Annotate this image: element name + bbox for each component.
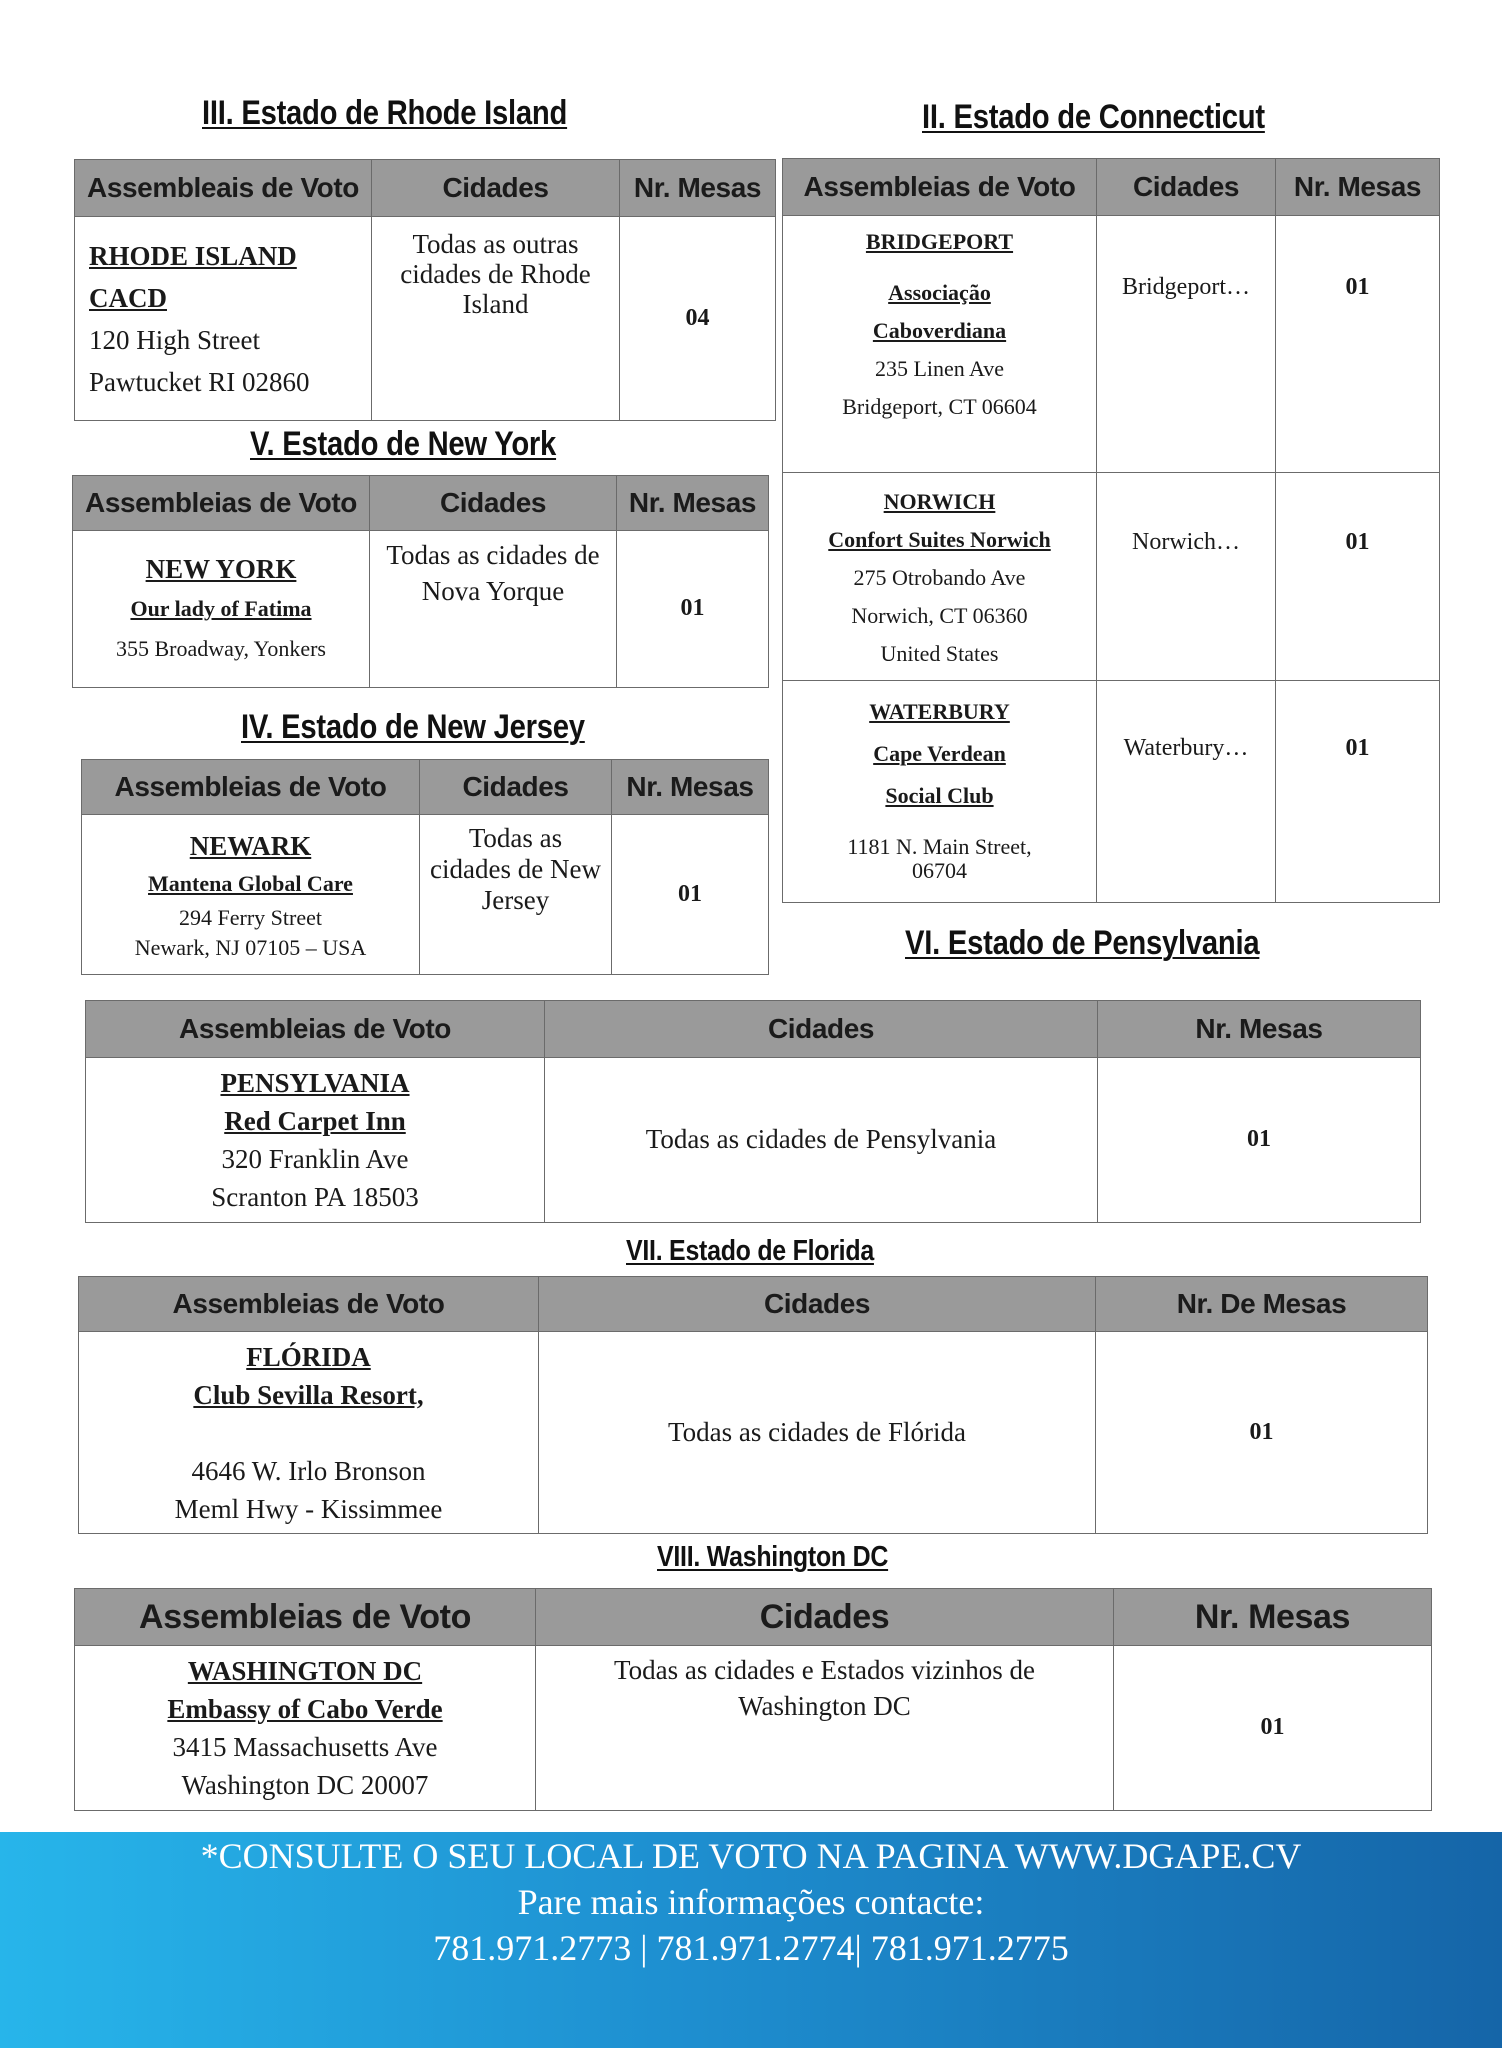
header-cidades: Cidades	[539, 1277, 1096, 1332]
place-address: 355 Broadway, Yonkers	[115, 636, 326, 661]
cities-cell: Todas as cidades e Estados vizinhos de Washington DC	[536, 1646, 1114, 1811]
place-venue: Associação	[888, 280, 991, 305]
new-jersey-title: IV. Estado de New Jersey	[241, 708, 585, 746]
voting-place	[79, 1332, 539, 1534]
place-venue: Club Sevilla Resort,	[193, 1379, 424, 1410]
florida-title: VII. Estado de Florida	[626, 1235, 874, 1267]
place-venue-2: Caboverdiana	[872, 318, 1007, 343]
new-york-table	[72, 475, 769, 688]
place-address: 294 Ferry Street	[179, 904, 322, 930]
mesas-count: 01	[1276, 681, 1440, 903]
mesas-count: 01	[1096, 1332, 1428, 1534]
voting-place	[75, 1646, 536, 1811]
place-name: NEWARK	[189, 830, 312, 861]
place-address: 120 High Street	[89, 324, 260, 355]
florida-table	[78, 1276, 1428, 1534]
place-address: 235 Linen Ave	[874, 356, 1005, 381]
place-name: NEW YORK	[145, 554, 297, 584]
header-nr-mesas: Nr. Mesas	[620, 160, 776, 217]
footer-banner	[0, 1832, 1502, 2048]
connecticut-table	[782, 158, 1440, 903]
place-address-2: Bridgeport, CT 06604	[842, 394, 1037, 419]
place-address: 320 Franklin Ave	[221, 1144, 409, 1174]
place-name: RHODE ISLAND	[89, 240, 297, 271]
place-name: FLÓRIDA	[246, 1341, 371, 1372]
header-assembleias: Assembleias de Voto	[75, 1589, 536, 1646]
place-venue: Cape Verdean	[873, 741, 1006, 766]
cities-cell: Todas as cidades de Nova Yorque	[370, 531, 617, 688]
header-nr-de-mesas: Nr. De Mesas	[1096, 1277, 1428, 1332]
washington-table	[74, 1588, 1432, 1811]
header-assembleias: Assembleias de Voto	[86, 1001, 545, 1058]
footer-info-line: Pare mais informações contacte:	[517, 1882, 985, 1922]
mesas-count: 01	[1276, 216, 1440, 473]
place-name: PENSYLVANIA	[220, 1068, 410, 1098]
mesas-count: 01	[1276, 473, 1440, 681]
header-assembleias: Assembleias de Voto	[783, 159, 1097, 216]
header-cidades: Cidades	[1097, 159, 1276, 216]
place-venue: Confort Suites Norwich	[828, 527, 1051, 552]
place-name: WASHINGTON DC	[187, 1656, 423, 1686]
place-address-3: United States	[880, 641, 999, 666]
place-venue: Mantena Global Care	[148, 870, 353, 896]
place-name: WATERBURY	[869, 699, 1010, 724]
place-name: NORWICH	[883, 489, 996, 514]
voting-place	[86, 1058, 545, 1223]
header-assembleias: Assembleias de Voto	[82, 760, 420, 815]
cities-cell: Todas as outras cidades de Rhode Island	[372, 217, 620, 421]
cities-cell: Waterbury…	[1097, 681, 1276, 903]
header-cidades: Cidades	[420, 760, 612, 815]
new-jersey-table	[81, 759, 769, 975]
mesas-count: 04	[620, 217, 776, 421]
header-nr-mesas: Nr. Mesas	[617, 476, 769, 531]
new-york-title: V. Estado de New York	[250, 425, 557, 463]
place-venue: Our lady of Fatima	[130, 596, 312, 621]
header-nr-mesas: Nr. Mesas	[1276, 159, 1440, 216]
place-address-2: Washington DC 20007	[181, 1770, 429, 1800]
place-address-2: Norwich, CT 06360	[851, 603, 1028, 628]
cities-cell: Norwich…	[1097, 473, 1276, 681]
mesas-count: 01	[1098, 1058, 1421, 1223]
place-name-2: CACD	[89, 282, 167, 313]
place-address: 1181 N. Main Street,	[847, 834, 1032, 859]
place-address: 4646 W. Irlo Bronson	[191, 1455, 426, 1486]
header-cidades: Cidades	[536, 1589, 1114, 1646]
mesas-count: 01	[617, 531, 769, 688]
place-venue: Red Carpet Inn	[224, 1106, 406, 1136]
cities-cell: Todas as cidades de New Jersey	[420, 815, 612, 975]
place-address: 275 Otrobando Ave	[853, 565, 1026, 590]
mesas-count: 01	[612, 815, 769, 975]
place-venue-2: Social Club	[885, 783, 994, 808]
voting-place	[75, 217, 372, 421]
cities-cell: Bridgeport…	[1097, 216, 1276, 473]
place-address-2: Pawtucket RI 02860	[89, 366, 310, 397]
rhode-island-title: III. Estado de Rhode Island	[202, 94, 568, 132]
mesas-count: 01	[1114, 1646, 1432, 1811]
cities-cell: Todas as cidades de Flórida	[539, 1332, 1096, 1534]
header-cidades: Cidades	[372, 160, 620, 217]
footer-consult-line: *CONSULTE O SEU LOCAL DE VOTO NA PAGINA WWW.DGAPE.CV	[200, 1836, 1302, 1876]
place-address-2: Scranton PA 18503	[211, 1182, 419, 1212]
header-assembleias: Assembleais de Voto	[75, 160, 372, 217]
connecticut-title: II. Estado de Connecticut	[922, 98, 1265, 136]
voting-place	[73, 531, 370, 688]
header-nr-mesas: Nr. Mesas	[1114, 1589, 1432, 1646]
voting-place	[783, 473, 1097, 681]
voting-place	[783, 681, 1097, 903]
rhode-island-table	[74, 159, 776, 421]
cities-cell: Todas as cidades de Pensylvania	[545, 1058, 1098, 1223]
header-cidades: Cidades	[370, 476, 617, 531]
header-assembleias: Assembleias de Voto	[79, 1277, 539, 1332]
place-venue: Embassy of Cabo Verde	[167, 1694, 443, 1724]
header-nr-mesas: Nr. Mesas	[1098, 1001, 1421, 1058]
footer-phone-numbers: 781.971.2773 | 781.971.2774| 781.971.2775	[433, 1928, 1069, 1968]
header-cidades: Cidades	[545, 1001, 1098, 1058]
voting-place	[783, 216, 1097, 473]
pensylvania-table	[85, 1000, 1421, 1223]
pensylvania-title: VI. Estado de Pensylvania	[905, 924, 1260, 962]
header-assembleias: Assembleias de Voto	[73, 476, 370, 531]
voting-place	[82, 815, 420, 975]
place-address-2: Meml Hwy - Kissimmee	[174, 1493, 443, 1524]
header-nr-mesas: Nr. Mesas	[612, 760, 769, 815]
place-address-2: Newark, NJ 07105 – USA	[134, 934, 367, 960]
place-address: 3415 Massachusetts Ave	[172, 1732, 438, 1762]
washington-title: VIII. Washington DC	[657, 1541, 889, 1573]
place-name: BRIDGEPORT	[865, 229, 1014, 254]
place-address-2: 06704	[912, 858, 967, 883]
